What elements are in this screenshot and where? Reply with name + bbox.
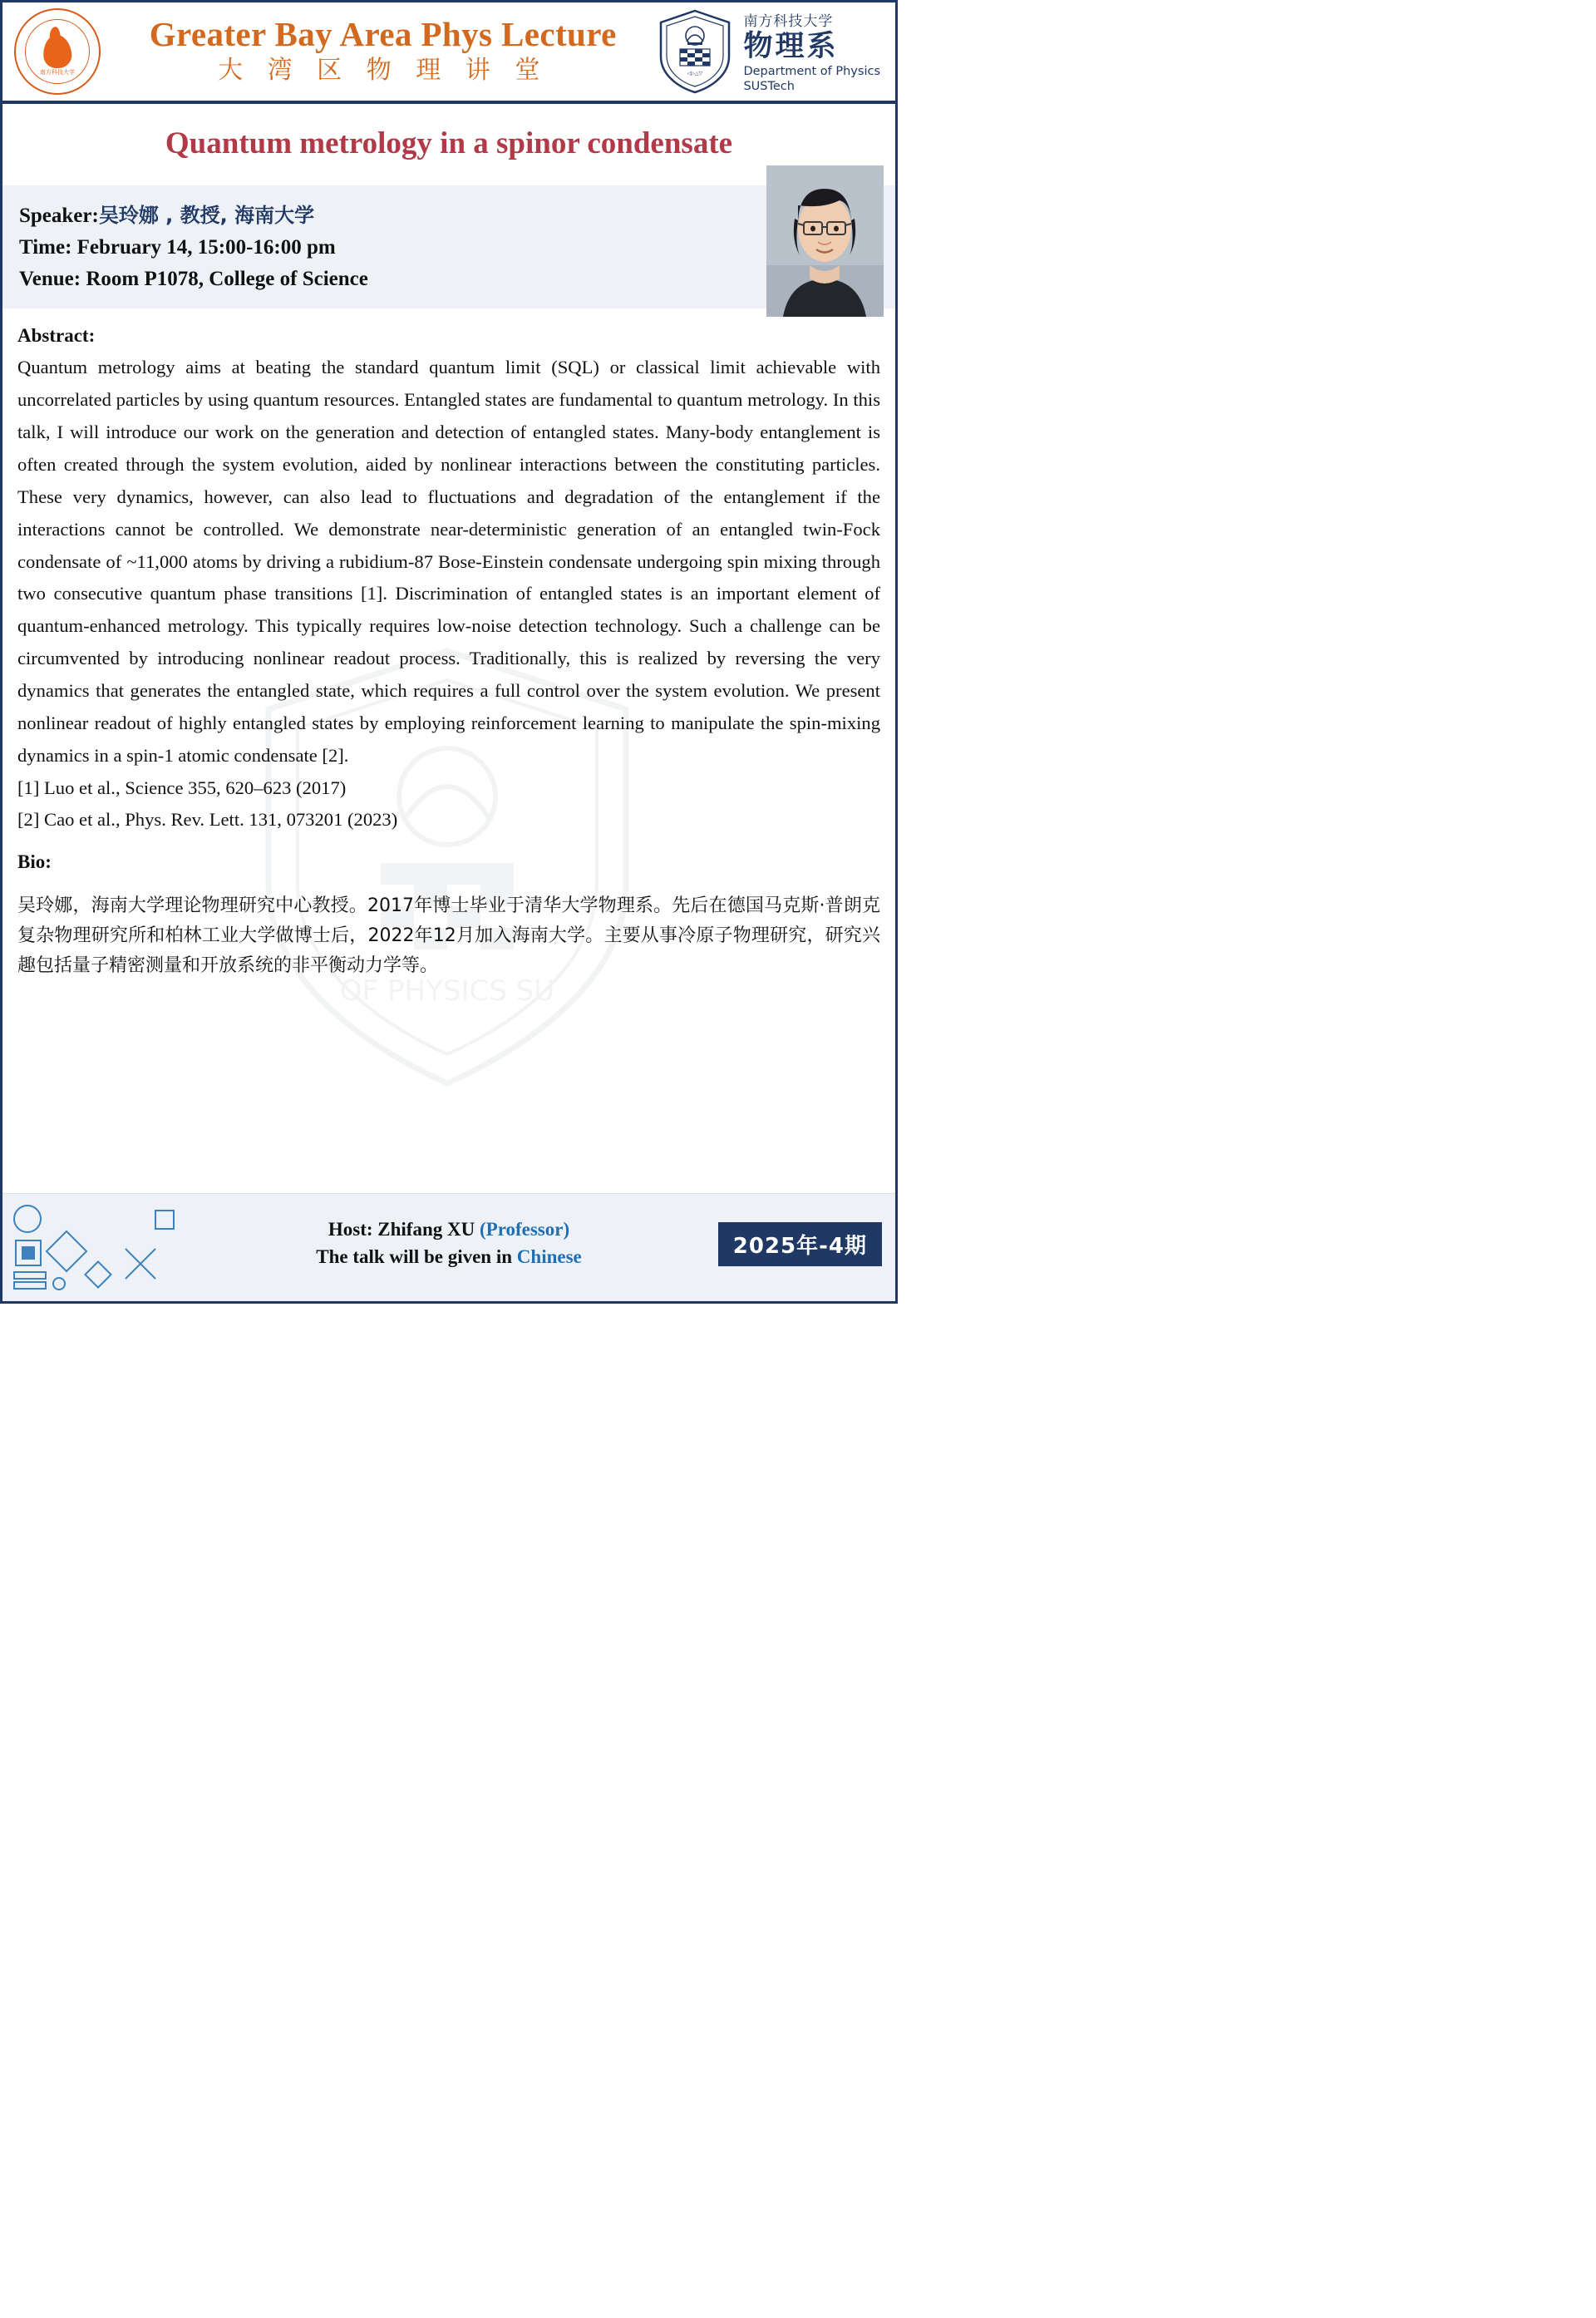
speaker-line <box>19 200 879 232</box>
language-value: Chinese <box>516 1246 582 1268</box>
reference-2: [2] Cao et al., Phys. Rev. Lett. 131, 073201 (2023) <box>17 809 398 831</box>
seal-chinese-text: 南方科技大学 <box>40 69 75 76</box>
poster-footer <box>2 1193 895 1301</box>
department-name-cn: 物理系 <box>743 30 839 64</box>
venue-line: Venue: Room P1078, College of Science <box>19 268 368 291</box>
speaker-portrait <box>766 165 884 317</box>
time-line: Time: February 14, 15:00-16:00 pm <box>19 236 336 259</box>
series-title-en: Greater Bay Area Phys Lecture <box>149 14 617 53</box>
speaker-label: Speaker: <box>19 205 99 228</box>
university-name-cn: 南方科技大学 <box>743 13 834 31</box>
lecture-series-title <box>101 14 657 86</box>
flame-icon <box>42 34 73 69</box>
language-prefix: The talk will be given in <box>316 1246 513 1268</box>
abstract-text: Quantum metrology aims at beating the standard quantum limit (SQL) or classical limit achievable with uncorrelated particles by using quantum resources. Entangled states are fundamental to quantum metrology. In this talk, I will introduce our work on the generation and detection of entangled states. Many-body entanglement is often created through the system evolution, aided by nonlinear interactions between the constituting particles. These very dynamics, however, can also lead to fluctuations and degradation of the entanglement if the interactions cannot be controlled. We demonstrate near-deterministic generation of an entangled twin-Fock condensate of ~11,000 atoms by driving a rubidium-87 Bose-Einstein condensate undergoing spin mixing through two consecutive quantum phase transitions [1]. Discrimination of entangled states is an important element of quantum-enhanced metrology. This typically requires low-noise detection technology. Such a challenge can be circumvented by introducing nonlinear readout process. Traditionally, this is realized by reversing the very dynamics that generates the entangled state, which requires a full control over the system evolution. We present nonlinear readout of highly entangled states by employing reinforcement learning to manipulate the spin-mixing dynamics in a spin-1 atomic condensate [2]. <box>17 357 880 766</box>
sustech-seal-logo <box>14 8 101 95</box>
bio-label: Bio: <box>17 851 52 873</box>
issue-badge: 2025年-4期 <box>718 1222 882 1266</box>
department-crest-icon <box>657 8 733 95</box>
poster-header <box>2 2 895 104</box>
university-abbrev-en: SUSTech <box>743 79 795 93</box>
poster-body <box>2 308 895 980</box>
page-title: Quantum metrology in a spinor condensate <box>165 126 733 160</box>
department-name-block <box>743 9 889 94</box>
abstract-label: Abstract: <box>17 325 96 347</box>
reference-1: [1] Luo et al., Science 355, 620–623 (2017) <box>17 777 347 798</box>
bio-section <box>17 851 880 980</box>
department-name-en: Department of Physics <box>743 64 880 78</box>
speaker-name: 吴玲娜 , 教授, 海南大学 <box>98 204 315 228</box>
talk-info-panel <box>2 185 895 308</box>
svg-text:◁▷△▽: ◁▷△▽ <box>687 71 703 76</box>
poster-page <box>0 0 898 1304</box>
bio-text: 吴玲娜，海南大学理论物理研究中心教授。2017年博士毕业于清华大学物理系。先后在德国马克斯·普朗克复杂物理研究所和柏林工业大学做博士后，2022年12月加入海南大学。主要从事冷原子物理研究，研究兴趣包括量子精密测量和开放系统的非平衡动力学等。 <box>17 895 880 976</box>
host-role: (Professor) <box>479 1219 570 1240</box>
svg-text:OF PHYSICS SU: OF PHYSICS SU <box>339 974 555 1008</box>
host-name: Host: Zhifang XU <box>328 1219 475 1240</box>
series-title-cn: 大 湾 区 物 理 讲 堂 <box>218 56 549 86</box>
